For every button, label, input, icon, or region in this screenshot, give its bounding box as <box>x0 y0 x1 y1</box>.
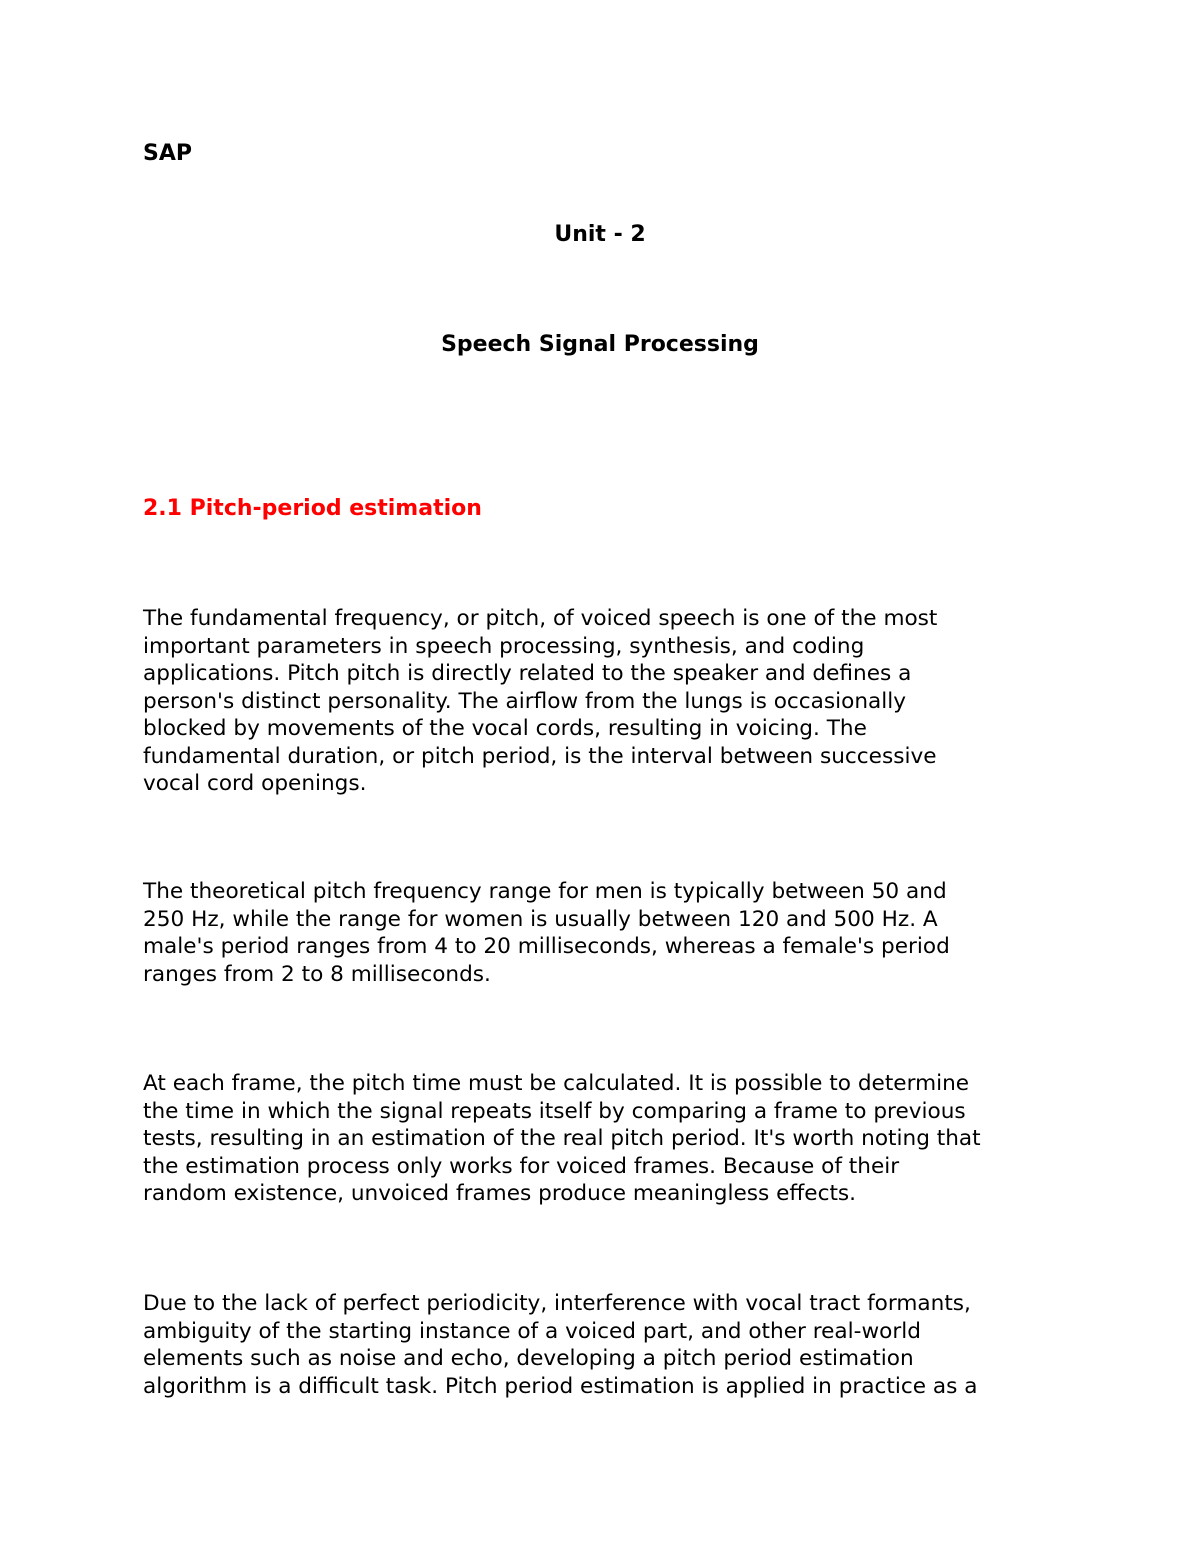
unit-title: Unit - 2 <box>554 222 646 247</box>
paragraph: Due to the lack of perfect periodicity, interference with vocal tract formants, ambiguity of the starting instance of a voiced part, and other real-world elements such as noise and echo, developing a pitch period estimation algorithm is a difficult task. Pitch period estimation is applied in practice as a <box>143 1291 978 1399</box>
paragraph: The theoretical pitch frequency range for men is typically between 50 and 250 Hz, while the range for women is usually between 120 and 500 Hz. A male's period ranges from 4 to 20 milliseconds, whereas a female's period ranges from 2 to 8 milliseconds. <box>143 879 950 987</box>
paragraph: At each frame, the pitch time must be calculated. It is possible to determine the time in which the signal repeats itself by comparing a frame to previous tests, resulting in an estimation of the real pitch period. It's worth noting that the estimation process only works for voiced frames. Because of their random existence, unvoiced frames produce meaningless effects. <box>143 1071 981 1206</box>
document-title: Speech Signal Processing <box>441 332 759 357</box>
paragraph: The fundamental frequency, or pitch, of voiced speech is one of the most important parameters in speech processing, synthesis, and coding applications. Pitch pitch is directly related to the speaker and defines a person's distinct personality. The airflow from the lungs is occasionally blocked by movements of the vocal cords, resulting in voicing. The fundamental duration, or pitch period, is the interval between successive vocal cord openings. <box>143 606 938 796</box>
subject-label: SAP <box>143 141 192 166</box>
section-heading: 2.1 Pitch-period estimation <box>143 496 482 521</box>
